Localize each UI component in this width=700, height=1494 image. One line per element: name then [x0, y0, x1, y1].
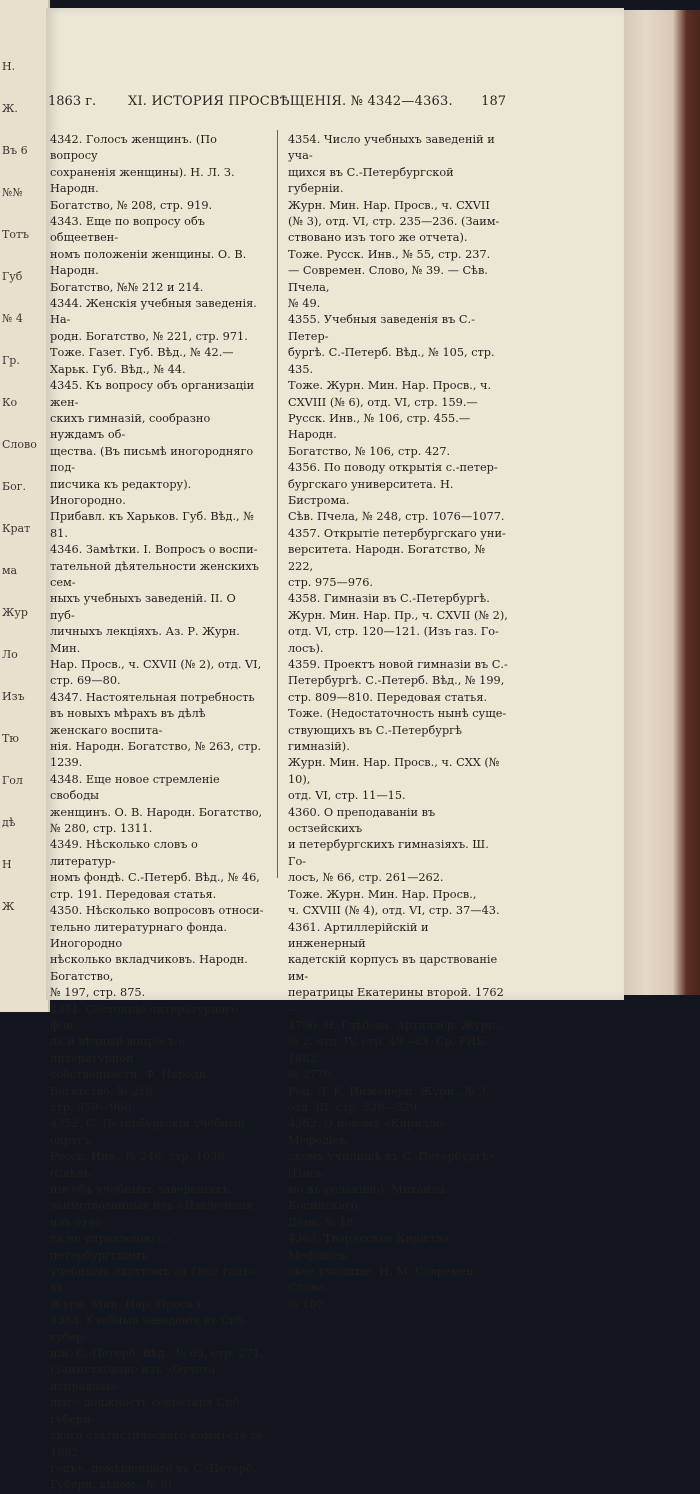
text-line: (№ 3), отд. VI, стр. 235—236. (Заим- — [288, 215, 500, 229]
facing-page-fragment: дѣ — [2, 816, 16, 829]
text-line: CXVIII (№ 6), отд. VI, стр. 159.— — [288, 395, 478, 409]
text-line: личныхъ лекціяхъ. Аз. Р. Журн. Мин. — [50, 625, 240, 655]
text-line: Журн. Мин. Нар. Просв., ч. CXVII — [288, 198, 490, 212]
right-column — [288, 132, 508, 1313]
text-line: Русск. Инв., № 106, стр. 455.—Народн. — [288, 411, 471, 442]
page-number: 187 — [481, 94, 506, 109]
text-line: 4363. Творческое Кирилло-Мефодіев- — [288, 1232, 453, 1262]
text-line: щихся въ С.-Петербургской губерніи. — [288, 165, 454, 196]
book-page — [46, 8, 624, 1492]
text-line: № 197, стр. 875. — [50, 986, 146, 1000]
text-line: 4347. Настоятельная потребность — [50, 690, 255, 704]
text-line: Тоже. Газет. Губ. Вѣд., № 42.— — [50, 346, 234, 360]
text-line: 4359. Проектъ новой гимназіи въ С.- — [288, 658, 508, 671]
text-line: Тоже. (Недостаточность нынѣ суще- — [288, 707, 507, 721]
facing-page-fragment: Слово — [2, 438, 37, 451]
text-line: Петербургѣ. С.-Петерб. Вѣд., № 199, — [288, 674, 505, 688]
text-line: стр. 69—80. — [50, 674, 121, 688]
text-line: Журн. Мин. Нар. Просв.) — [50, 1297, 201, 1311]
left-column — [50, 132, 264, 1494]
text-line: нѣсколько вкладчиковъ. Народн. Богатство, — [50, 953, 248, 983]
text-line: стр. 191. Передовая статья. — [50, 887, 217, 901]
text-line: (Заимствовано изъ «Отчета исправляю- — [50, 1363, 216, 1393]
text-line: 4354. Число учебныхъ заведеній и уча- — [288, 133, 495, 163]
text-line: Богатство, № 208, стр. 919. — [50, 198, 213, 212]
text-line: лосъ). — [288, 641, 324, 655]
text-line: ч. CXVIII (№ 4), отд. VI, стр. 37—43. — [288, 904, 500, 918]
facing-page-edge — [0, 0, 50, 1012]
facing-page-fragment: Ло — [2, 648, 18, 661]
text-line: 4351. Состояніе литературнаго фон- — [50, 1002, 239, 1032]
facing-page-fragment: Ж. — [2, 102, 18, 115]
text-line: ныхъ учебныхъ заведеній. II. О пуб- — [50, 592, 236, 622]
text-line: заимствованныя изъ «Извлеченія изъ отче- — [50, 1199, 253, 1229]
text-line: Прибавл. къ Харьков. Губ. Вѣд., № 81. — [50, 510, 254, 540]
facing-page-fragment: Губ — [2, 270, 23, 283]
text-line: Сѣв. Пчела, № 248, стр. 1076—1077. — [288, 510, 505, 524]
text-line: нія объ учебныхъ заведеніяхъ, — [50, 1183, 233, 1196]
text-line: 4362. О новомъ «Кирилло-Мефодіев- — [288, 1117, 447, 1147]
facing-page-fragment: Гр. — [2, 354, 20, 367]
facing-page-fragment: Н. — [2, 60, 16, 73]
facing-page-fragment: № 4 — [2, 312, 23, 325]
text-line: да и вѣчный вопросъ о литературной — [50, 1035, 186, 1065]
facing-page-fragment: Н — [2, 858, 12, 871]
text-line: День, № 18. — [288, 1215, 357, 1229]
header-section-title: XI. ИСТОРИЯ ПРОСВѢЩЕНІЯ. № 4342—4363. — [128, 94, 453, 109]
facing-page-fragment: Тю — [2, 732, 19, 745]
column-divider — [277, 130, 278, 878]
text-line: Журн. Мин. Нар. Просв., ч. CXX (№ 10), — [288, 756, 500, 786]
text-line: ніи. С.-Петерб. Вѣд., № 65, стр. 271. — [50, 1347, 264, 1361]
text-line: Богатство, №№ 212 и 214. — [50, 280, 204, 294]
text-line: Богатство, № 106, стр. 427. — [288, 444, 451, 458]
text-line: писчика къ редактору). Иногородно. — [50, 477, 192, 507]
text-line: 4348. Еще новое стремленіе свободы — [50, 772, 220, 803]
facing-page-fragment: Ко — [2, 396, 18, 409]
text-line: Тоже. Журн. Мин. Нар. Просв., ч. — [288, 379, 492, 393]
running-header — [46, 94, 624, 114]
text-line: кадетскій корпусъ въ царствованіе им- — [288, 953, 498, 983]
text-line: № 2770. — [288, 1068, 335, 1082]
text-line: Губерн. вѣдом., № 6). — [50, 1478, 176, 1492]
text-line: — Современ. Слово, № 39. — Сѣв. Пчела, — [288, 264, 488, 294]
facing-page-fragment: Ж — [2, 900, 15, 913]
text-line: 4343. Еще по вопросу объ общеетвен- — [50, 215, 205, 245]
text-line: стр. 809—810. Передовая статья. — [288, 690, 488, 704]
text-line: собственности. Ф. Народн. Богатство, № 218, — [50, 1068, 210, 1098]
facing-page-fragment: Бог. — [2, 480, 26, 493]
text-line: 4358. Гимназіи въ С.-Петербургѣ. — [288, 592, 490, 606]
text-line: родн. Богатство, № 221, стр. 971. — [50, 329, 248, 343]
text-line: отд. VI, стр. 120—121. (Изъ газ. Го- — [288, 625, 499, 639]
text-line: 4353. Учебныя заведенія въ Спб. губер- — [50, 1314, 248, 1344]
text-line: стр. 975—976. — [288, 575, 374, 589]
facing-page-fragment: Тотъ — [2, 228, 30, 241]
text-line: скаго статистическаго комитета за 1862 — [50, 1429, 263, 1459]
text-line: та по управленію с.-петербургскимъ — [50, 1232, 172, 1262]
text-line: Нар. Просв., ч. CXVII (№ 2), отд. VI, — [50, 658, 262, 671]
text-line: нія. Народн. Богатство, № 263, стр. 1239. — [50, 740, 262, 770]
header-year: 1863 г. — [48, 94, 97, 109]
text-line: скихъ гимназій, сообразно нуждамъ об- — [50, 411, 211, 442]
text-line: тельно литературнаго фонда. Иногородно — [50, 920, 227, 950]
text-line: скомъ училищѣ въ С.-Петербургѣ». (Пись- — [288, 1150, 499, 1180]
text-line: тательной дѣятельности женскихъ сем- — [50, 559, 259, 589]
text-line: 4357. Открытіе петербургскаго уни- — [288, 526, 506, 540]
text-line: и петербургскихъ гимназіяхъ. Ш. Го- — [288, 838, 489, 868]
text-line: Харьк. Губ. Вѣд., № 44. — [50, 362, 186, 376]
text-line: учебнымъ округомъ за 1862 годъ», въ — [50, 1265, 260, 1295]
text-line: 4346. Замѣтки. I. Вопросъ о воспи- — [50, 543, 258, 557]
text-line: стр. 959—960. — [50, 1100, 136, 1114]
text-line: 1796. Н. Глѣбова. Артиллер. Журн., — [288, 1018, 503, 1032]
text-line: 4356. По поводу открытія с.-петер- — [288, 461, 498, 475]
text-line: номъ фондѣ. С.-Петерб. Вѣд., № 46, — [50, 871, 260, 885]
text-line: бургѣ. С.-Петерб. Вѣд., № 105, стр. 435. — [288, 346, 495, 376]
text-line: женщинъ. О. В. Народн. Богатство, — [50, 805, 263, 819]
text-line: Русск. Инв., № 246, стр. 1038. (Свѣдѣ- — [50, 1150, 229, 1180]
text-line: мо въ редакцію). Михаила Косинскаго. — [288, 1183, 445, 1213]
text-line: бургскаго университета. Н. Бистрома. — [288, 477, 454, 507]
facing-page-fragment: Гол — [2, 774, 23, 787]
text-line: 4355. Учебныя заведенія въ С.-Петер- — [288, 313, 475, 343]
text-line: годъ», помѣщеннаго въ С.-Петерб. — [50, 1461, 257, 1475]
facing-page-fragment: №№ — [2, 186, 23, 199]
text-line: верситета. Народн. Богатство, № 222, — [288, 543, 486, 573]
text-line: Журн. Мин. Нар. Пр., ч. CXVII (№ 2), — [288, 608, 508, 622]
text-line: 4360. О преподаваніи въ остзейскихъ — [288, 805, 436, 836]
text-line: № 2, отд. IV, стр. 49—83. Ср. РИБ. 1862, — [288, 1035, 489, 1065]
text-line: Тоже. Журн. Мин. Нар. Просв., — [288, 887, 477, 901]
text-line: отд. III, стр. 328—329. — [288, 1100, 421, 1114]
text-line: № 49. — [288, 297, 321, 311]
text-line: 4344. Женскія учебныя заведенія. На- — [50, 297, 257, 327]
text-line: Рец. Л. К. Инженерн. Журн., № 3, — [288, 1084, 490, 1098]
text-line: 4345. Къ вопросу объ организаціи жен- — [50, 379, 255, 409]
text-line: 4352. С.-Петербургскій учебный округъ. — [50, 1117, 246, 1147]
text-line: ператрицы Екатерины второй. 1762— — [288, 986, 504, 1016]
text-line: ствующихъ въ С.-Петербургѣ гимназій). — [288, 723, 462, 754]
facing-page-fragment: ма — [2, 564, 18, 577]
text-line: сохраненія женщины). Н. Л. З. Народн. — [50, 165, 235, 196]
facing-page-fragment: Въ 6 — [2, 144, 28, 157]
text-line: № 107. — [288, 1297, 328, 1311]
text-line: 4349. Нѣсколько словъ о литератур- — [50, 838, 198, 868]
text-line: ское училище. Н. М. Современ. Слово, — [288, 1265, 478, 1295]
facing-page-fragment: Крат — [2, 522, 31, 535]
text-line: щества. (Въ письмѣ иногородняго под- — [50, 444, 254, 475]
text-line: щаго должность секретаря Спб. губерн- — [50, 1396, 244, 1426]
text-line: отд. VI, стр. 11—15. — [288, 789, 406, 803]
text-line: 4342. Голосъ женщинъ. (По вопросу — [50, 133, 217, 163]
facing-page-fragment: Изъ — [2, 690, 25, 703]
text-line: номъ положеніи женщины. О. В. Народн. — [50, 247, 247, 278]
text-line: 4361. Артиллерійскій и инженерный — [288, 920, 429, 950]
text-line: 4350. Нѣсколько вопросовъ относи- — [50, 904, 264, 918]
text-line: лосъ, № 66, стр. 261—262. — [288, 871, 444, 885]
text-line: ствовано изъ того же отчета). — [288, 231, 468, 245]
text-line: № 280, стр. 1311. — [50, 822, 153, 836]
text-line: въ новыхъ мѣрахъ въ дѣлѣ женскаго воспита- — [50, 707, 206, 737]
facing-page-fragment: Жур — [2, 606, 28, 619]
text-line: Тоже. Русск. Инв., № 55, стр. 237. — [288, 247, 491, 261]
